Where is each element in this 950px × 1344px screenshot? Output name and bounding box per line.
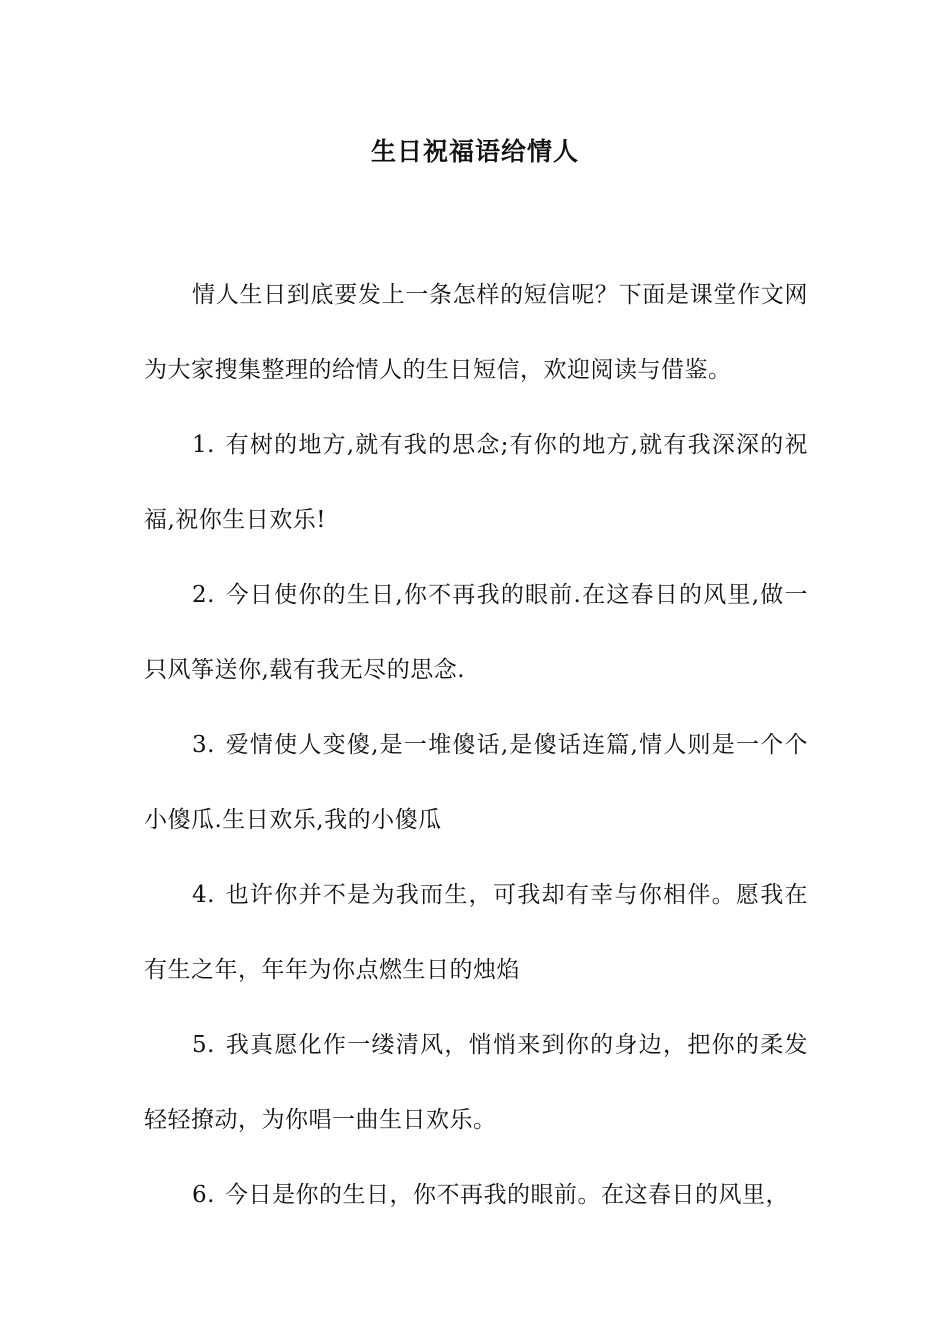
list-item-number: 5.: [192, 1032, 215, 1058]
list-item-number: 2.: [192, 582, 215, 608]
list-item-text: 有树的地方,就有我的思念;有你的地方,就有我深深的祝福,祝你生日欢乐!: [144, 432, 808, 533]
document-title: 生日祝福语给情人: [370, 137, 579, 166]
list-item: [144, 858, 808, 1008]
document-body: [144, 258, 808, 1233]
list-item-text: 也许你并不是为我而生，可我却有幸与你相伴。愿我在有生之年，年年为你点燃生日的烛焰: [144, 882, 808, 983]
list-item: [144, 408, 808, 558]
list-item-text: 我真愿化作一缕清风，悄悄来到你的身边，把你的柔发轻轻撩动，为你唱一曲生日欢乐。: [144, 1032, 808, 1133]
list-item-text: 今日是你的生日，你不再我的眼前。在这春日的风里，: [224, 1182, 789, 1208]
list-item-number: 6.: [192, 1182, 215, 1208]
list-item-number: 3.: [192, 732, 215, 758]
list-item-text: 爱情使人变傻,是一堆傻话,是傻话连篇,情人则是一个个小傻瓜.生日欢乐,我的小傻瓜: [144, 732, 808, 833]
list-item: [144, 1158, 808, 1233]
list-item: [144, 558, 808, 708]
list-item-number: 1.: [192, 432, 215, 458]
list-item: [144, 708, 808, 858]
intro-paragraph: 情人生日到底要发上一条怎样的短信呢？下面是课堂作文网为大家搜集整理的给情人的生日短信，欢迎阅读与借鉴。: [144, 282, 808, 383]
list-item-text: 今日使你的生日,你不再我的眼前.在这春日的风里,做一只风筝送你,载有我无尽的思念.: [144, 582, 808, 683]
list-item-number: 4.: [192, 882, 215, 908]
list-item: [144, 1008, 808, 1158]
